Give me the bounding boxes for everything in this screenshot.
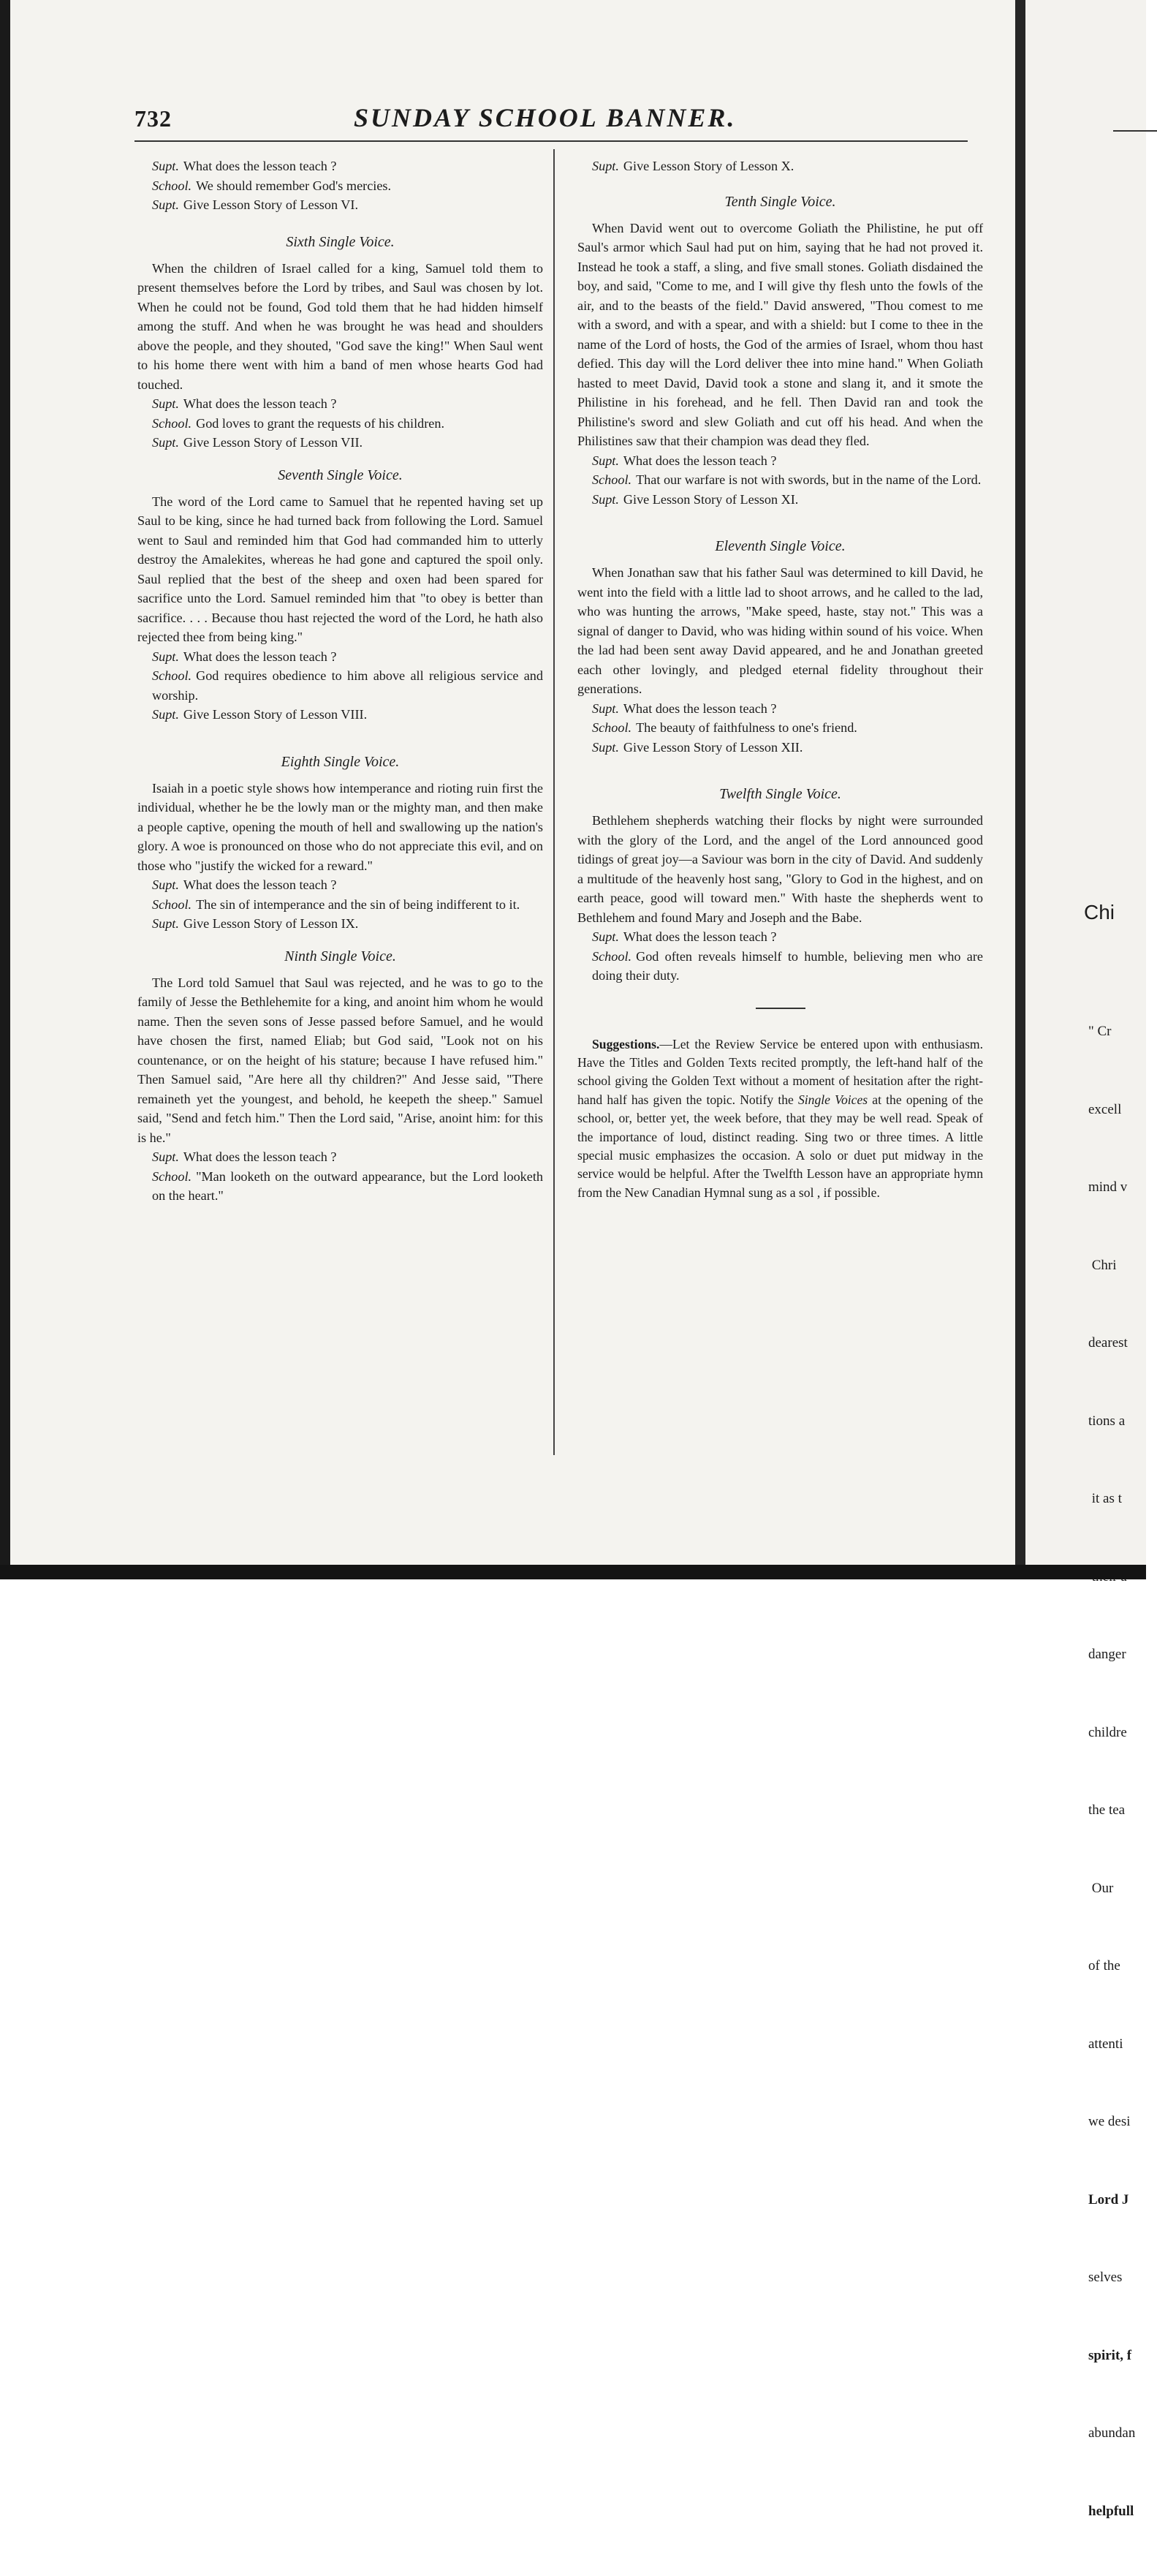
- dialogue-text: "Man looketh on the outward appearance, but the Lord looketh on the heart.": [152, 1168, 543, 1203]
- facing-page-line: mind v: [1088, 1179, 1128, 1195]
- suggestions-text: at the opening of the school, or, better yet, the week before, that they may be well read. Speak of the importance of loud, distinct reading. Sing two or three times. A little special music emphasizes the occasion. A solo or duet put midway in the service would be helpful. After the Twelfth Lesson have an appropriate hymn from the New Canadian Hymnal sung as a sol , if possible.: [577, 1092, 984, 1200]
- dialogue-line: [577, 699, 983, 719]
- running-head: [134, 102, 968, 139]
- facing-page-line: Our: [1088, 1880, 1114, 1896]
- speaker: School.: [152, 415, 192, 431]
- dialogue-line: [577, 947, 983, 986]
- facing-page-rule: [1113, 130, 1157, 132]
- facing-page-line: the tea: [1088, 1802, 1126, 1818]
- facing-page-line: of the: [1088, 1958, 1120, 1973]
- dialogue-line: [137, 666, 543, 705]
- section-heading: Ninth Single Voice.: [284, 948, 396, 964]
- right-column: [577, 156, 983, 1202]
- facing-page-line: danger: [1088, 1647, 1126, 1662]
- section-body: The word of the Lord came to Samuel that he repented having set up Saul to be king, since he had turned back from following the Lord. Samuel went to Saul and reminded him that God had commanded him to utterly destroy the Amalekites, whereas he had gone and captured the spoil only. Saul replied that the best of the sheep and oxen had been spared for sacrifice unto the Lord. Samuel reminded him that "to obey is better than sacrifice. . . . Because thou hast rejected the word of the Lord, he hath also rejected thee from being king.": [137, 494, 543, 644]
- book-gutter: [1015, 0, 1025, 1579]
- header-rule: [134, 140, 968, 142]
- dialogue-line: [137, 156, 543, 176]
- dialogue-line: [137, 914, 543, 934]
- section-body: Isaiah in a poetic style shows how intemperance and rioting ruin first the individual, whether he be the lowly man or the mighty man, and then make a people captive, opening the mouth of hell and swallowing up the nation's glory. A woe is pronounced on those who do not appreciate this evil, and on those who "justify the wicked for a reward.": [137, 780, 543, 873]
- left-page-edge: [0, 0, 10, 1579]
- speaker: School.: [152, 896, 192, 912]
- section-body: The Lord told Samuel that Saul was rejected, and he was to go to the family of Jesse the Bethlehemite for a king, and anoint him whom he would name. Then the seven sons of Jesse passed before Samuel, and he would have chosen the first, named Eliab; but God said, "Look not on his countenance, or on the height of his stature; because I have refused him." Then Samuel said, "Are here all thy children?" And Jesse said, "There remaineth yet the youngest, and behold, he keepeth the sheep." Samuel said, "Send and fetch him." Then the Lord said, "Arise, anoint him: for this is he.": [137, 975, 543, 1145]
- speaker: Supt.: [152, 1149, 179, 1164]
- journal-title: SUNDAY SCHOOL BANNER.: [354, 103, 737, 132]
- section-separator: [756, 1008, 805, 1009]
- speaker: Supt.: [152, 159, 179, 173]
- speaker: School.: [152, 178, 192, 193]
- dialogue-text: Give Lesson Story of Lesson IX.: [183, 916, 359, 931]
- dialogue-line: [137, 394, 543, 414]
- facing-page-line: spirit, f: [1088, 2347, 1132, 2363]
- speaker: Supt.: [152, 649, 179, 664]
- dialogue-line: [137, 705, 543, 725]
- speaker: Supt.: [152, 396, 179, 411]
- facing-page-line: we desi: [1088, 2114, 1131, 2129]
- dialogue-line: [577, 470, 983, 490]
- section-heading: Twelfth Single Voice.: [719, 786, 841, 802]
- facing-page-line: dearest: [1088, 1335, 1128, 1351]
- facing-page-line: " Cr: [1088, 1024, 1112, 1039]
- dialogue-line: [137, 195, 543, 215]
- dialogue-text: What does the lesson teach ?: [623, 929, 777, 944]
- dialogue-line: [137, 875, 543, 895]
- dialogue-text: Give Lesson Story of Lesson XI.: [623, 491, 799, 507]
- dialogue-text: God requires obedience to him above all religious service and worship.: [152, 668, 543, 703]
- dialogue-line: [137, 414, 543, 434]
- speaker: Supt.: [152, 877, 179, 892]
- facing-page-line: Chri: [1088, 1257, 1117, 1273]
- dialogue-line: [137, 1167, 543, 1206]
- speaker: Supt.: [592, 700, 619, 716]
- dialogue-text: What does the lesson teach ?: [623, 700, 777, 716]
- dialogue-line: [577, 927, 983, 947]
- dialogue-text: Give Lesson Story of Lesson VII.: [183, 435, 363, 450]
- speaker: Supt.: [592, 453, 619, 468]
- section-body: When Jonathan saw that his father Saul was determined to kill David, he went into the field with a little lad to shoot arrows, and he called to the lad, who was hunting the arrows, "Make speed, haste, stay not." This was a signal of danger to David, who was hiding within sound of his voice. When the lad had been sent away David appeared, and he and Jonathan greeted each other lovingly, and pledged eternal fidelity throughout their generations.: [577, 565, 983, 696]
- dialogue-text: What does the lesson teach ?: [183, 649, 337, 664]
- dialogue-text: What does the lesson teach ?: [183, 159, 337, 173]
- dialogue-line: [577, 738, 983, 758]
- dialogue-text: What does the lesson teach ?: [183, 396, 337, 411]
- speaker: School.: [152, 1168, 192, 1184]
- dialogue-text: The sin of intemperance and the sin of being indifferent to it.: [196, 896, 520, 912]
- speaker: Supt.: [152, 435, 179, 450]
- dialogue-text: God often reveals himself to humble, believing men who are doing their duty.: [592, 948, 983, 983]
- scan-bottom-edge: [0, 1565, 1146, 1579]
- page-number: 732: [134, 105, 172, 132]
- dialogue-line: [577, 156, 983, 176]
- speaker: Supt.: [592, 159, 619, 173]
- column-rule: [553, 149, 555, 1455]
- dialogue-text: Give Lesson Story of Lesson VIII.: [183, 707, 368, 722]
- facing-page-line: selves: [1088, 2270, 1123, 2285]
- dialogue-text: Give Lesson Story of Lesson XII.: [623, 739, 803, 755]
- dialogue-text: We should remember God's mercies.: [196, 178, 392, 193]
- speaker: Supt.: [152, 916, 179, 931]
- facing-page-lines: [1088, 967, 1135, 2576]
- dialogue-line: [577, 490, 983, 510]
- section-body: Bethlehem shepherds watching their flocks by night were surrounded with the glory of the Lord, and the angel of the Lord announced good tidings of great joy—a Saviour was born in the city of David. And suddenly a multitude of the heavenly host sang, "Glory to God in the highest, and on earth peace, good will toward men." With haste the shepherds went to Bethlehem and found Mary and Joseph and the Babe.: [577, 813, 983, 925]
- speaker: School.: [592, 472, 632, 487]
- section-body: When David went out to overcome Goliath the Philistine, he put off Saul's armor which Saul had put on him, saying that he had not proved it. Instead he took a staff, a sling, and five small stones. Goliath disdained the boy, and said, "Come to me, and I will give thy flesh unto the fowls of the air, and to the beasts of the field." David answered, "Thou comest to me with a sword, and with a spear, and with a shield: but I come to thee in the name of the Lord of hosts, the God of the armies of Israel, whom thou hast defied. This day will the Lord deliver thee into mine hand." When Goliath hasted to meet David, David took a stone and slang it, and it smote the Philistine in his forehead, and he fell. Then David ran and took the Philistine's sword and slew Goliath and cut off his head. And when the Philistines saw that their champion was dead they fled.: [577, 220, 983, 448]
- suggestions-label: Suggestions.: [592, 1036, 660, 1051]
- dialogue-line: [137, 1147, 543, 1167]
- dialogue-text: God loves to grant the requests of his children.: [196, 415, 444, 431]
- dialogue-text: Give Lesson Story of Lesson VI.: [183, 197, 359, 212]
- dialogue-text: That our warfare is not with swords, but in the name of the Lord.: [636, 472, 982, 487]
- section-heading: Eighth Single Voice.: [281, 753, 400, 770]
- speaker: Supt.: [592, 739, 619, 755]
- suggestions-italic: Single Voices: [798, 1092, 868, 1107]
- speaker: School.: [592, 948, 632, 964]
- dialogue-text: Give Lesson Story of Lesson X.: [623, 159, 794, 173]
- speaker: School.: [592, 720, 632, 735]
- speaker: Supt.: [592, 929, 619, 944]
- facing-page-fragment: [1025, 0, 1146, 2519]
- dialogue-line: [577, 718, 983, 738]
- speaker: School.: [152, 668, 192, 683]
- suggestions-text: —Let the Review Service be entered upon with enthusiasm. Have the Titles and Golden Texts recited promptly, the left-hand half of the school giving the Golden Text without a moment of hesitation after the right-hand half has given the topic. Notify the: [577, 1036, 983, 1107]
- speaker: Supt.: [152, 197, 179, 212]
- facing-page-line: excell: [1088, 1101, 1122, 1117]
- dialogue-text: The beauty of faithfulness to one's friend.: [636, 720, 857, 735]
- facing-page-line: childre: [1088, 1724, 1127, 1740]
- dialogue-line: [137, 647, 543, 667]
- suggestions-paragraph: [577, 1035, 983, 1203]
- section-heading: Seventh Single Voice.: [278, 467, 403, 483]
- speaker: Supt.: [592, 491, 619, 507]
- dialogue-line: [137, 895, 543, 915]
- dialogue-text: What does the lesson teach ?: [183, 877, 337, 892]
- facing-page-line: abundan: [1088, 2425, 1136, 2441]
- facing-page-line: helpfull: [1088, 2503, 1134, 2519]
- dialogue-text: What does the lesson teach ?: [183, 1149, 337, 1164]
- section-heading: Sixth Single Voice.: [286, 233, 395, 250]
- facing-page-line: attenti: [1088, 2036, 1123, 2052]
- section-heading: Eleventh Single Voice.: [715, 538, 846, 554]
- facing-page-title: Chi: [1084, 901, 1115, 923]
- speaker: Supt.: [152, 707, 179, 722]
- left-column: [137, 156, 543, 1206]
- facing-page-line: tions a: [1088, 1413, 1126, 1429]
- facing-page-line: Lord J: [1088, 2191, 1129, 2207]
- dialogue-text: What does the lesson teach ?: [623, 453, 777, 468]
- dialogue-line: [137, 176, 543, 196]
- section-heading: Tenth Single Voice.: [724, 193, 836, 210]
- dialogue-line: [137, 433, 543, 453]
- section-body: When the children of Israel called for a king, Samuel told them to present themselves before the Lord by tribes, and Saul was chosen by lot. When he could not be found, God told them that he had hidden himself among the stuff. And when he was brought he was head and shoulders above the people, and they shouted, "God save the king!" When Saul went to his home there went with him a band of men whose hearts God had touched.: [137, 260, 543, 392]
- dialogue-line: [577, 451, 983, 471]
- facing-page-line: it as t: [1088, 1491, 1122, 1506]
